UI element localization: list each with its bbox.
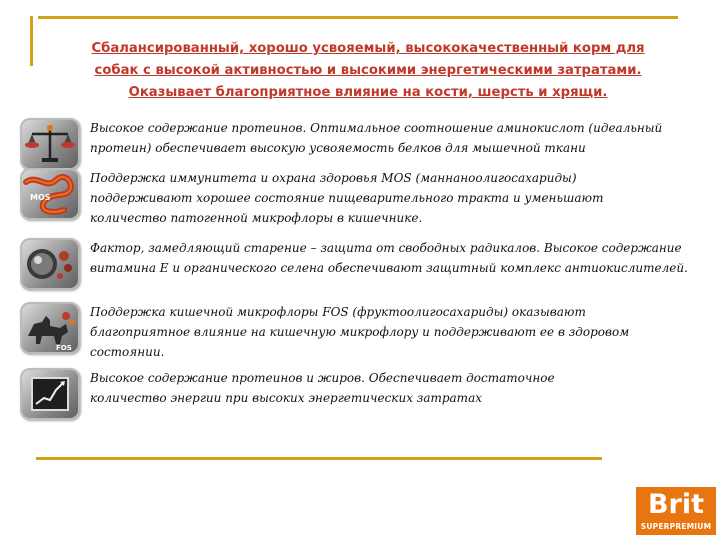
feature-line: поддерживают хорошее состояние пищеварительного тракта и уменьшают [90,191,604,205]
feature-line: количество энергии при высоких энергетических затратах [90,391,482,405]
feature-line: витамина Е и органического селена обеспечивают защитный комплекс антиокислителей. [90,261,688,275]
feature-text [90,368,710,408]
feature-line: Фактор, замедляющий старение – защита от свободных радикалов. Высокое содержание [90,241,682,255]
bottom-divider [36,457,602,460]
left-divider [30,16,33,66]
feature-line: количество патогенной микрофлоры в кишечнике. [90,211,423,225]
logo-word: Brit [647,489,705,520]
scales-icon [20,118,80,170]
logo-subtitle: SUPERPREMIUM [640,522,712,531]
page-title [48,38,688,104]
feature-line: Высокое содержание протеинов. Оптимальное соотношение аминокислот (идеальный [90,121,663,135]
feature-line: Поддержка кишечной микрофлоры FOS (фруктоолигосахариды) оказывают [90,305,586,319]
feature-text [90,168,710,228]
feature-text [90,118,710,158]
fos-label: FOS [56,344,72,352]
mos-label: MOS [30,193,51,202]
feature-line: протеин) обеспечивает высокую усвояемость белков для мышечной ткани [90,141,586,155]
feature-line: состоянии. [90,345,165,359]
dog-fos-icon [20,302,80,354]
antioxidant-icon [20,238,80,290]
feature-text [90,302,710,362]
intestine-mos-icon [20,168,80,220]
top-divider [38,16,678,19]
title-line: собак с высокой активностью и высокими энергетическими затратами. [94,63,642,78]
energy-chart-icon [20,368,80,420]
feature-text [90,238,710,278]
title-line: Оказывает благоприятное влияние на кости, шерсть и хрящи. [128,85,608,100]
feature-antioxidant [20,238,710,298]
feature-immunity [20,168,710,228]
feature-energy [20,368,710,428]
feature-line: благоприятное влияние на кишечную микрофлору и поддерживают ее в здоровом [90,325,630,339]
feature-microflora [20,302,710,362]
feature-line: Высокое содержание протеинов и жиров. Обеспечивает достаточное [90,371,555,385]
title-line: Сбалансированный, хорошо усвояемый, высококачественный корм для [91,41,645,56]
brit-logo [636,487,716,535]
feature-line: Поддержка иммунитета и охрана здоровья MOS (маннаноолигосахариды) [90,171,577,185]
